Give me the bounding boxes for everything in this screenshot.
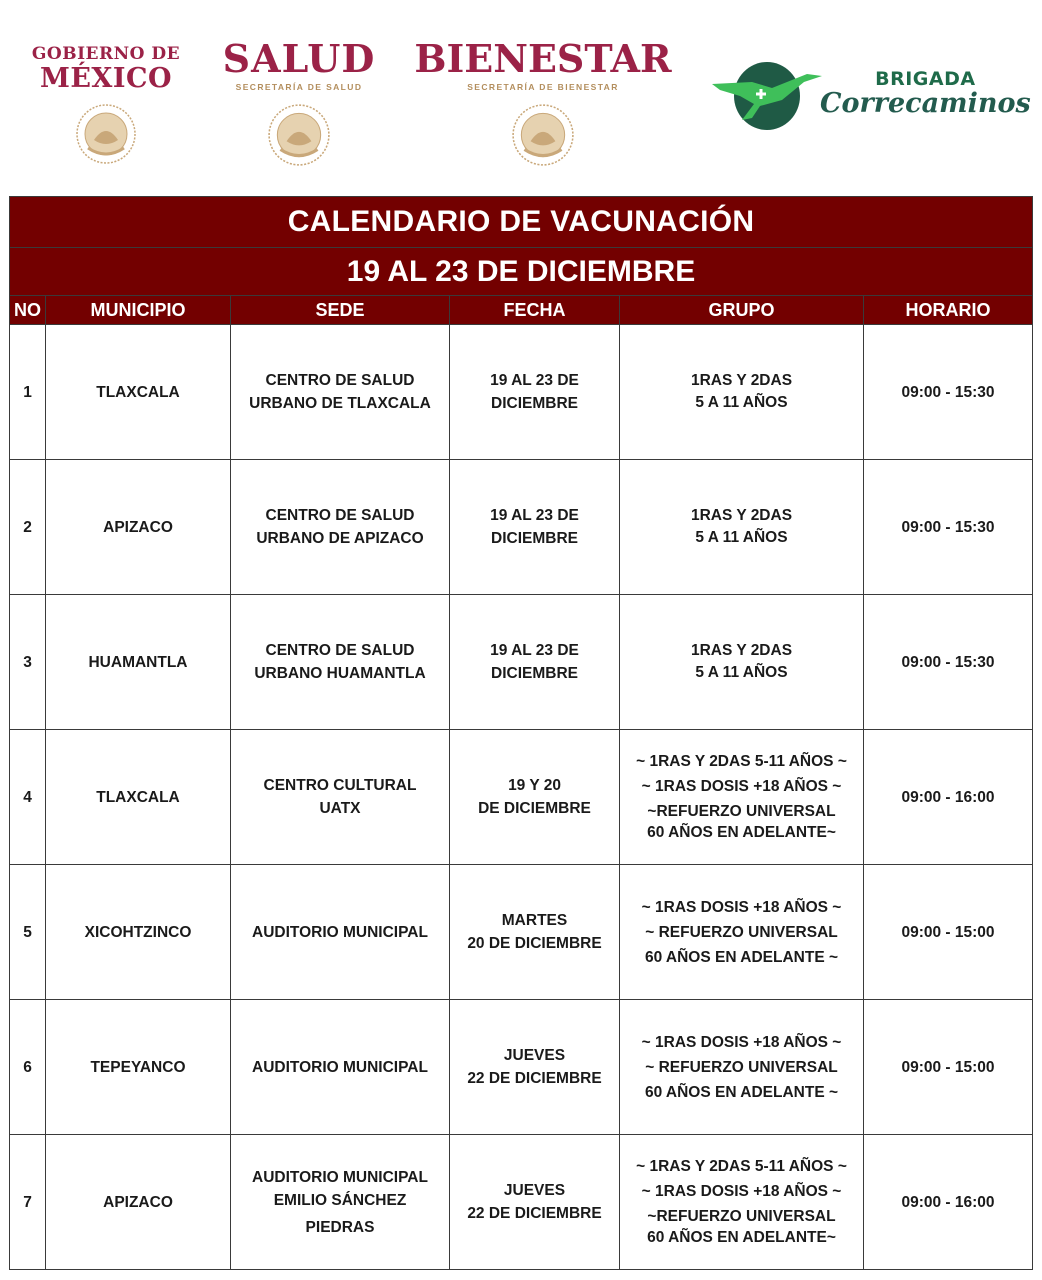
column-header-grupo: GRUPO: [620, 296, 864, 325]
brigada-text: [820, 68, 1031, 119]
cell-sede: [231, 730, 450, 865]
salud-logo-subtitle: SECRETARÍA DE SALUD: [235, 82, 363, 92]
sede-line: URBANO DE TLAXCALA: [249, 395, 431, 412]
table-row: [10, 865, 1033, 1000]
cell-no: 1: [10, 325, 46, 460]
cell-grupo: [620, 460, 864, 595]
cell-horario: 09:00 - 15:00: [864, 865, 1033, 1000]
cell-municipio: TEPEYANCO: [46, 1000, 231, 1135]
fecha-line: DICIEMBRE: [491, 665, 578, 682]
cell-fecha: [450, 460, 620, 595]
grupo-line: 1RAS Y 2DAS: [690, 642, 793, 659]
national-seal-icon: [510, 102, 576, 168]
fecha-line: MARTES: [501, 912, 568, 929]
cell-horario: 09:00 - 15:30: [864, 595, 1033, 730]
sede-line: AUDITORIO MUNICIPAL: [252, 1058, 428, 1076]
cell-fecha: [450, 1000, 620, 1135]
fecha-line: 22 DE DICIEMBRE: [467, 1070, 602, 1087]
table-row: [10, 325, 1033, 460]
column-header-sede: SEDE: [231, 296, 450, 325]
bienestar-logo-title: BIENESTAR: [414, 36, 672, 81]
fecha-line: JUEVES: [503, 1182, 566, 1199]
cell-fecha: [450, 1135, 620, 1270]
grupo-line: 1RAS Y 2DAS: [690, 372, 793, 389]
fecha-line: 19 AL 23 DE: [490, 372, 579, 389]
national-seal-icon: [74, 102, 138, 166]
fecha-line: 19 Y 20: [508, 777, 561, 794]
calendar-title: CALENDARIO DE VACUNACIÓN: [10, 197, 1033, 248]
cell-no: 2: [10, 460, 46, 595]
cell-municipio: TLAXCALA: [46, 325, 231, 460]
gobierno-de-mexico-logo: [28, 46, 184, 166]
grupo-line: ~ 1RAS Y 2DAS 5-11 AÑOS ~: [636, 753, 847, 770]
cell-grupo: [620, 730, 864, 865]
cell-sede: [231, 1135, 450, 1270]
sede-line: UATX: [319, 800, 361, 817]
table-body: [10, 325, 1033, 1270]
grupo-line: ~REFUERZO UNIVERSAL: [647, 1208, 836, 1225]
fecha-line: 22 DE DICIEMBRE: [467, 1205, 602, 1222]
cell-no: 4: [10, 730, 46, 865]
cell-sede: [231, 1000, 450, 1135]
cell-fecha: [450, 325, 620, 460]
column-header-no: NO: [10, 296, 46, 325]
fecha-line: 19 AL 23 DE: [490, 507, 579, 524]
grupo-line: 5 A 11 AÑOS: [695, 394, 788, 411]
cell-sede: [231, 865, 450, 1000]
grupo-line: ~ 1RAS DOSIS +18 AÑOS ~: [641, 778, 842, 795]
salud-logo: [214, 36, 384, 168]
cell-grupo: [620, 1135, 864, 1270]
gobierno-logo-line1: GOBIERNO DE: [31, 44, 181, 64]
table-row: [10, 595, 1033, 730]
cell-grupo: [620, 325, 864, 460]
sede-line: CENTRO DE SALUD: [265, 642, 415, 659]
table-row: [10, 1000, 1033, 1135]
cell-horario: 09:00 - 16:00: [864, 730, 1033, 865]
grupo-line: 60 AÑOS EN ADELANTE~: [647, 1229, 836, 1246]
cell-municipio: APIZACO: [46, 460, 231, 595]
fecha-line: 20 DE DICIEMBRE: [467, 935, 602, 952]
grupo-line: ~ REFUERZO UNIVERSAL: [645, 1058, 838, 1076]
calendar-date-range: 19 AL 23 DE DICIEMBRE: [10, 248, 1033, 296]
cell-no: 7: [10, 1135, 46, 1270]
grupo-line: ~ 1RAS Y 2DAS 5-11 AÑOS ~: [636, 1158, 847, 1175]
cell-sede: [231, 460, 450, 595]
cell-municipio: APIZACO: [46, 1135, 231, 1270]
grupo-line: ~ REFUERZO UNIVERSAL: [645, 923, 838, 941]
grupo-line: 5 A 11 AÑOS: [695, 664, 788, 681]
brigada-logo-line1: BRIGADA: [875, 68, 976, 90]
grupo-line: ~REFUERZO UNIVERSAL: [647, 803, 836, 820]
grupo-line: ~ 1RAS DOSIS +18 AÑOS ~: [641, 1183, 842, 1200]
sede-line: URBANO HUAMANTLA: [254, 665, 426, 682]
sede-line: CENTRO DE SALUD: [265, 507, 415, 524]
cell-no: 3: [10, 595, 46, 730]
cell-horario: 09:00 - 15:30: [864, 460, 1033, 595]
table-row: [10, 1135, 1033, 1270]
fecha-line: DICIEMBRE: [491, 530, 578, 547]
grupo-line: 1RAS Y 2DAS: [690, 507, 793, 524]
cell-horario: 09:00 - 15:30: [864, 325, 1033, 460]
national-seal-icon: [266, 102, 332, 168]
sede-line: CENTRO DE SALUD: [265, 372, 415, 389]
table-header-row: [10, 296, 1033, 325]
cell-sede: [231, 595, 450, 730]
cell-grupo: [620, 595, 864, 730]
cell-fecha: [450, 595, 620, 730]
cell-fecha: [450, 730, 620, 865]
brigada-correcaminos-logo: [692, 58, 1031, 138]
sede-line: CENTRO CULTURAL: [263, 777, 417, 794]
fecha-line: 19 AL 23 DE: [490, 642, 579, 659]
sede-line: PIEDRAS: [305, 1218, 375, 1236]
sede-line: AUDITORIO MUNICIPAL: [252, 923, 428, 941]
cell-fecha: [450, 865, 620, 1000]
grupo-line: ~ 1RAS DOSIS +18 AÑOS ~: [641, 898, 842, 916]
grupo-line: 5 A 11 AÑOS: [695, 529, 788, 546]
grupo-line: 60 AÑOS EN ADELANTE ~: [644, 1083, 839, 1101]
column-header-horario: HORARIO: [864, 296, 1033, 325]
grupo-line: 60 AÑOS EN ADELANTE~: [647, 824, 836, 841]
cell-no: 5: [10, 865, 46, 1000]
column-header-municipio: MUNICIPIO: [46, 296, 231, 325]
sede-line: EMILIO SÁNCHEZ: [273, 1191, 407, 1209]
grupo-line: ~ 1RAS DOSIS +18 AÑOS ~: [641, 1033, 842, 1051]
sede-line: AUDITORIO MUNICIPAL: [252, 1168, 428, 1186]
salud-logo-title: SALUD: [222, 36, 376, 81]
column-header-fecha: FECHA: [450, 296, 620, 325]
table-row: [10, 730, 1033, 865]
logo-header: [0, 0, 1042, 190]
gobierno-logo-line2: MÉXICO: [39, 63, 173, 94]
cell-sede: [231, 325, 450, 460]
cell-no: 6: [10, 1000, 46, 1135]
grupo-line: 60 AÑOS EN ADELANTE ~: [644, 948, 839, 966]
fecha-line: JUEVES: [503, 1047, 566, 1064]
brigada-logo-line2: Correcaminos: [820, 88, 1031, 119]
cell-horario: 09:00 - 15:00: [864, 1000, 1033, 1135]
roadrunner-icon: [712, 60, 822, 132]
bienestar-logo-subtitle: SECRETARÍA DE BIENESTAR: [467, 82, 619, 92]
cell-grupo: [620, 1000, 864, 1135]
fecha-line: DE DICIEMBRE: [478, 800, 591, 817]
cell-municipio: TLAXCALA: [46, 730, 231, 865]
table-row: [10, 460, 1033, 595]
fecha-line: DICIEMBRE: [491, 395, 578, 412]
sede-line: URBANO DE APIZACO: [256, 530, 424, 547]
cell-municipio: XICOHTZINCO: [46, 865, 231, 1000]
bienestar-logo: [412, 36, 674, 168]
cell-municipio: HUAMANTLA: [46, 595, 231, 730]
cell-grupo: [620, 865, 864, 1000]
vaccination-calendar-table: [9, 196, 1033, 1270]
cell-horario: 09:00 - 16:00: [864, 1135, 1033, 1270]
